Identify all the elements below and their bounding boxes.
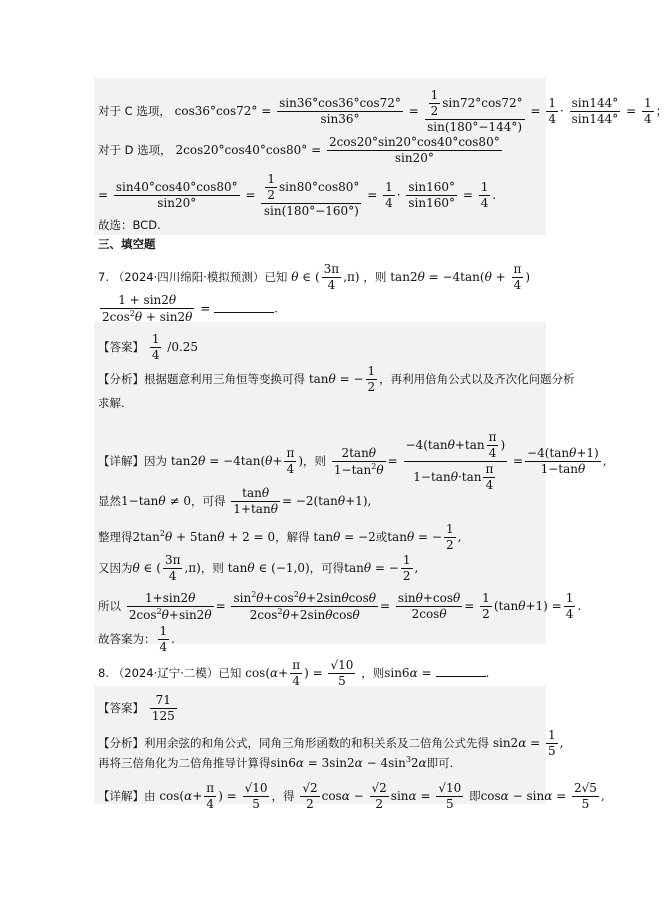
q8-stem: 8. （2024·辽宁·二模）已知 cos(α+ $\frac{\pi}{4}$ ) = $\frac{√10}{5}$ ，则sin6α = . [98,658,490,688]
q8-answer-den: 125 [151,709,175,723]
q7-source: （2024·四川绵阳·模拟预测）已知 [112,270,288,284]
option-d-line: 对于 D 选项， 2cos20°cos40°cos80° = $\frac{2\cos 20^\circ\sin 20^\circ\cos 40^\circ\cos 80^\circ}{\sin 20^\circ}$ [98,135,500,165]
q8-answer-num: 71 [155,693,171,707]
option-d-continuation: = $\frac{\sin 40^\circ\cos 40^\circ\cos 80^\circ}{\sin 20^\circ}$ = $\frac{1}{2}$ sin80°cos80° sin(180°−160°) = $\frac{1}{4}$ · $\frac{\sin 160^\circ}{\sin 160^\circ}$ = $\frac{1}{4}$ . [98,172,497,218]
q8-answer: 【答案】 $\frac{71}{125}$ [98,693,175,723]
q7-step-quadratic: 整理得$2\tan^2\theta + 5\tan\theta + 2 = 0$，解得 tanθ = −2或tanθ = − $\frac{1}{2}$ , [98,522,462,552]
q7-answer: 【答案】 $\frac{1}{4}$ /0.25 [98,332,199,362]
answer-selection: 故选：BCD. [98,218,161,232]
q7-step-obvious: 显然1−tanθ ≠ 0，可得 $\frac{\tan\theta}{1+\tan\theta}$ = −2(tanθ+1), [98,486,372,516]
q8-analysis-2: 再将三倍角化为二倍角推导计算得$\sin 6\alpha = 3\sin 2\alpha - 4\sin^32\alpha$即可. [98,755,454,770]
q7-number: 7. [98,270,109,284]
q7-detail: 【详解】因为 tan2θ = −4tan(θ+ $\frac{\pi}{4}$ )，则 $\frac{2\tan\theta}{1-\tan^2\theta}$ = −4(tanθ+tan $\frac{\pi}{4}$ ) 1−tanθ·tan $\frac{\pi}{4}$ = $\frac{-4(\tan\theta+1)}{1-\tan\theta}$ , [98,430,607,492]
q8-detail: 【详解】由 cos(α+ $\frac{\pi}{4}$ ) = $\frac{√10}{5}$ ，得 $\frac{√2}{2}$ cosα − $\frac{√2}{2}$ sinα = $\frac{√10}{5}$ 即cosα − sinα = $\frac{2√5}{5}$ , [98,781,605,811]
q7-final-answer: 故答案为： $\frac{1}{4}$ . [98,624,175,654]
option-c-label: 对于 C 选项， [98,104,171,118]
q7-analysis: 【分析】根据题意利用三角恒等变换可得 tanθ = − $\frac{1}{2}$ ，再利用倍角公式以及齐次化问题分析 [98,364,575,394]
q7-blank [214,312,274,313]
q7-stem: 7. （2024·四川绵阳·模拟预测）已知 θ ∈ ( $\frac{3\pi}{4}$ ,π) ，则 tan2θ = −4tan(θ + $\frac{\pi}{4}$ ) [98,262,531,292]
q7-analysis-end: 求解. [98,396,125,410]
q8-blank [436,676,486,677]
q7-expression: $\frac{1 + \sin 2\theta}{2\cos^2\theta + \sin 2\theta}$ = . [102,293,279,324]
q7-step-final: 所以 $\frac{1+\sin 2\theta}{2\cos^2\theta+\sin 2\theta}$ = $\frac{\sin^2\theta+\cos^2\theta+2\sin\theta\cos\theta}{2\cos^2\theta+2\sin\theta\cos\theta}$ = $\frac{\sin\theta+\cos\theta}{2\cos\theta}$ = $\frac{1}{2}$ (tanθ+1) = $\frac{1}{4}$ . [98,590,582,622]
q8-source: （2024·辽宁·二模）已知 [112,666,242,680]
q7-step-range: 又因为θ ∈ ( $\frac{3\pi}{4}$ ,π)，则 tanθ ∈ (−1,0)，可得tanθ = − $\frac{1}{2}$ , [98,553,419,583]
option-c-line: 对于 C 选项， cos36°cos72° = $\frac{\sin 36^\circ\cos 36^\circ\cos 72^\circ}{\sin 36^\circ}$ = $\frac{1}{2}$ sin72°cos72° sin(180°−144°) = $\frac{1}{4}$ · $\frac{\sin 144^\circ}{\sin 144^\circ}$ = $\frac{1}{4}$ ； [98,88,668,134]
section-title: 三、填空题 [98,237,156,251]
q8-number: 8. [98,666,109,680]
q8-analysis: 【分析】利用余弦的和角公式，同角三角形函数的和积关系及二倍角公式先得 sin2α = $\frac{1}{5}$ , [98,728,564,758]
option-d-label: 对于 D 选项， [98,143,172,157]
q7-answer-decimal: /0.25 [167,340,199,354]
